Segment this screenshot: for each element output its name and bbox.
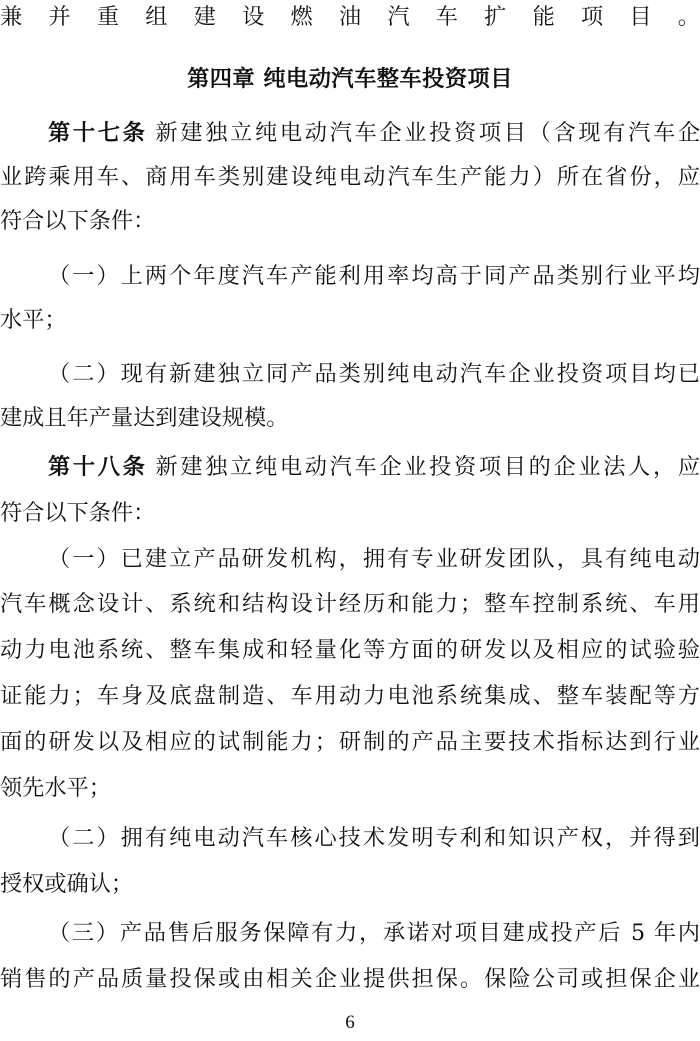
article-18-line-2: 符合以下条件： xyxy=(0,500,156,526)
chapter-title: 第四章 纯电动汽车整车投资项目 xyxy=(187,66,513,92)
article-18-item-1-line-1: （一）已建立产品研发机构，拥有专业研发团队，具有纯电动 xyxy=(48,546,700,572)
article-18-item-1-line-5: 面的研发以及相应的试制能力；研制的产品主要技术指标达到行业 xyxy=(0,729,700,755)
article-18-item-2-line-1: （二）拥有纯电动汽车核心技术发明专利和知识产权，并得到 xyxy=(48,825,700,851)
article-17-line-1 xyxy=(48,117,700,149)
text-line: 新建独立纯电动汽车企业投资项目（含现有汽车企 xyxy=(155,120,700,146)
article-18-item-1-line-6: 领先水平； xyxy=(0,775,111,801)
text-line: 兼并重组建设燃油汽车扩能项目。 xyxy=(0,4,700,30)
article-17-item-1-line-2: 水平； xyxy=(0,307,67,333)
article-18-item-1-line-2: 汽车概念设计、系统和结构设计经历和能力；整车控制系统、车用 xyxy=(0,591,700,617)
article-18-line-1 xyxy=(48,451,700,483)
article-18-label: 第十八条 xyxy=(48,454,148,480)
article-18-item-2-line-2: 授权或确认； xyxy=(0,871,134,897)
article-18-item-1-line-4: 证能力；车身及底盘制造、车用动力电池系统集成、整车装配等方 xyxy=(0,683,700,709)
article-18-item-3-line-1: （三）产品售后服务保障有力，承诺对项目建成投产后 5 年内 xyxy=(48,920,700,946)
article-17-label: 第十七条 xyxy=(48,120,148,146)
text-line: 新建独立纯电动汽车企业投资项目的企业法人，应 xyxy=(155,454,700,480)
article-17-item-1-line-1: （一）上两个年度汽车产能利用率均高于同产品类别行业平均 xyxy=(48,263,700,289)
article-17-line-2: 业跨乘用车、商用车类别建设纯电动汽车生产能力）所在省份，应 xyxy=(0,164,700,190)
article-18-item-3-line-2: 销售的产品质量投保或由相关企业提供担保。保险公司或担保企业 xyxy=(0,966,700,992)
article-17-line-3: 符合以下条件： xyxy=(0,208,156,234)
page-number: 6 xyxy=(345,1012,355,1033)
paragraph-continuation-line xyxy=(0,1,700,33)
article-17-item-2-line-1: （二）现有新建独立同产品类别纯电动汽车企业投资项目均已 xyxy=(48,361,700,387)
article-18-item-1-line-3: 动力电池系统、整车集成和轻量化等方面的研发以及相应的试验验 xyxy=(0,637,700,663)
article-17-item-2-line-2: 建成且年产量达到建设规模。 xyxy=(0,405,289,431)
